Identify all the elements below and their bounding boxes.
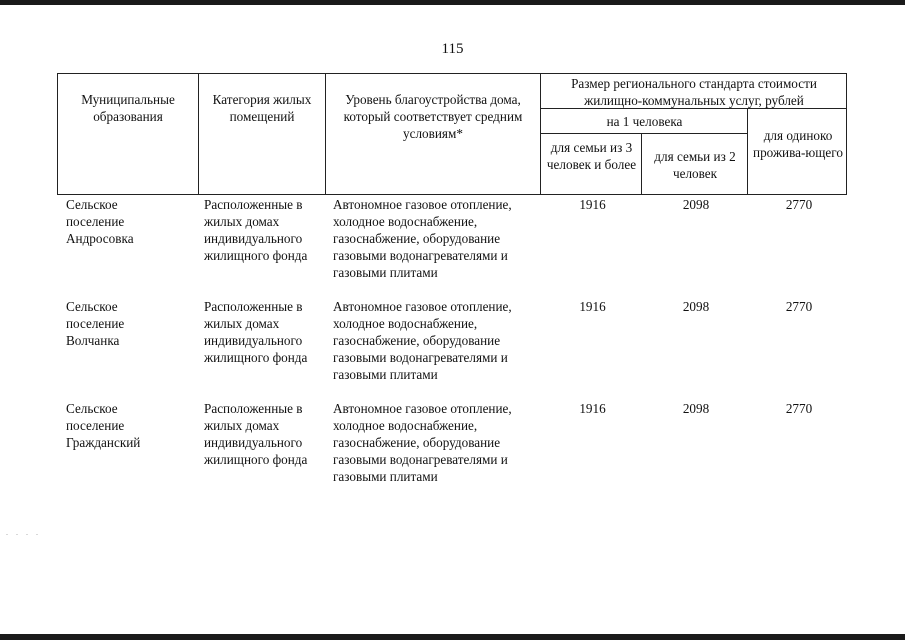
row-value-single: 2770 [785,197,813,212]
header-municipality: Муниципальные образования [81,92,175,124]
header-level: Уровень благоустройства дома, который соответствует средним условиям* [343,92,523,141]
header-category: Категория жилых помещений [212,92,312,124]
row-value-single: 2770 [785,401,813,416]
row-value-family-2: 2098 [682,197,710,212]
row-level: Автономное газовое отопление, холодное водоснабжение, газоснабжение, оборудование газовыми водонагревателями и газовыми плитами [333,401,512,484]
header-family-2: для семьи из 2 человек [654,149,736,181]
row-category: Расположенные в жилых домах индивидуального жилищного фонда [204,401,308,467]
header-family-3: для семьи из 3 человек и более [546,140,637,172]
header-single: для одиноко прожива-ющего [753,128,843,160]
row-category: Расположенные в жилых домах индивидуального жилищного фонда [204,197,308,263]
page-number: 115 [441,41,464,57]
row-municipality: Сельское поселение Волчанка [66,299,125,348]
scan-noise-marks: . . . . [6,528,41,537]
row-level: Автономное газовое отопление, холодное водоснабжение, газоснабжение, оборудование газовыми водонагревателями и газовыми плитами [333,299,512,382]
row-value-family-3: 1916 [579,197,606,212]
row-category: Расположенные в жилых домах индивидуального жилищного фонда [204,299,308,365]
row-municipality: Сельское поселение Андросовка [66,197,134,246]
row-municipality: Сельское поселение Гражданский [66,401,141,450]
bottom-scan-border [0,634,905,640]
row-value-single: 2770 [785,299,813,314]
row-value-family-3: 1916 [579,401,606,416]
row-value-family-2: 2098 [682,401,710,416]
header-standard: Размер регионального стандарта стоимости жилищно-коммунальных услуг, рублей [571,76,817,108]
row-value-family-3: 1916 [579,299,606,314]
header-per-person: на 1 человека [606,114,683,129]
row-value-family-2: 2098 [682,299,710,314]
top-scan-border [0,0,905,5]
row-level: Автономное газовое отопление, холодное водоснабжение, газоснабжение, оборудование газовыми водонагревателями и газовыми плитами [333,197,512,280]
